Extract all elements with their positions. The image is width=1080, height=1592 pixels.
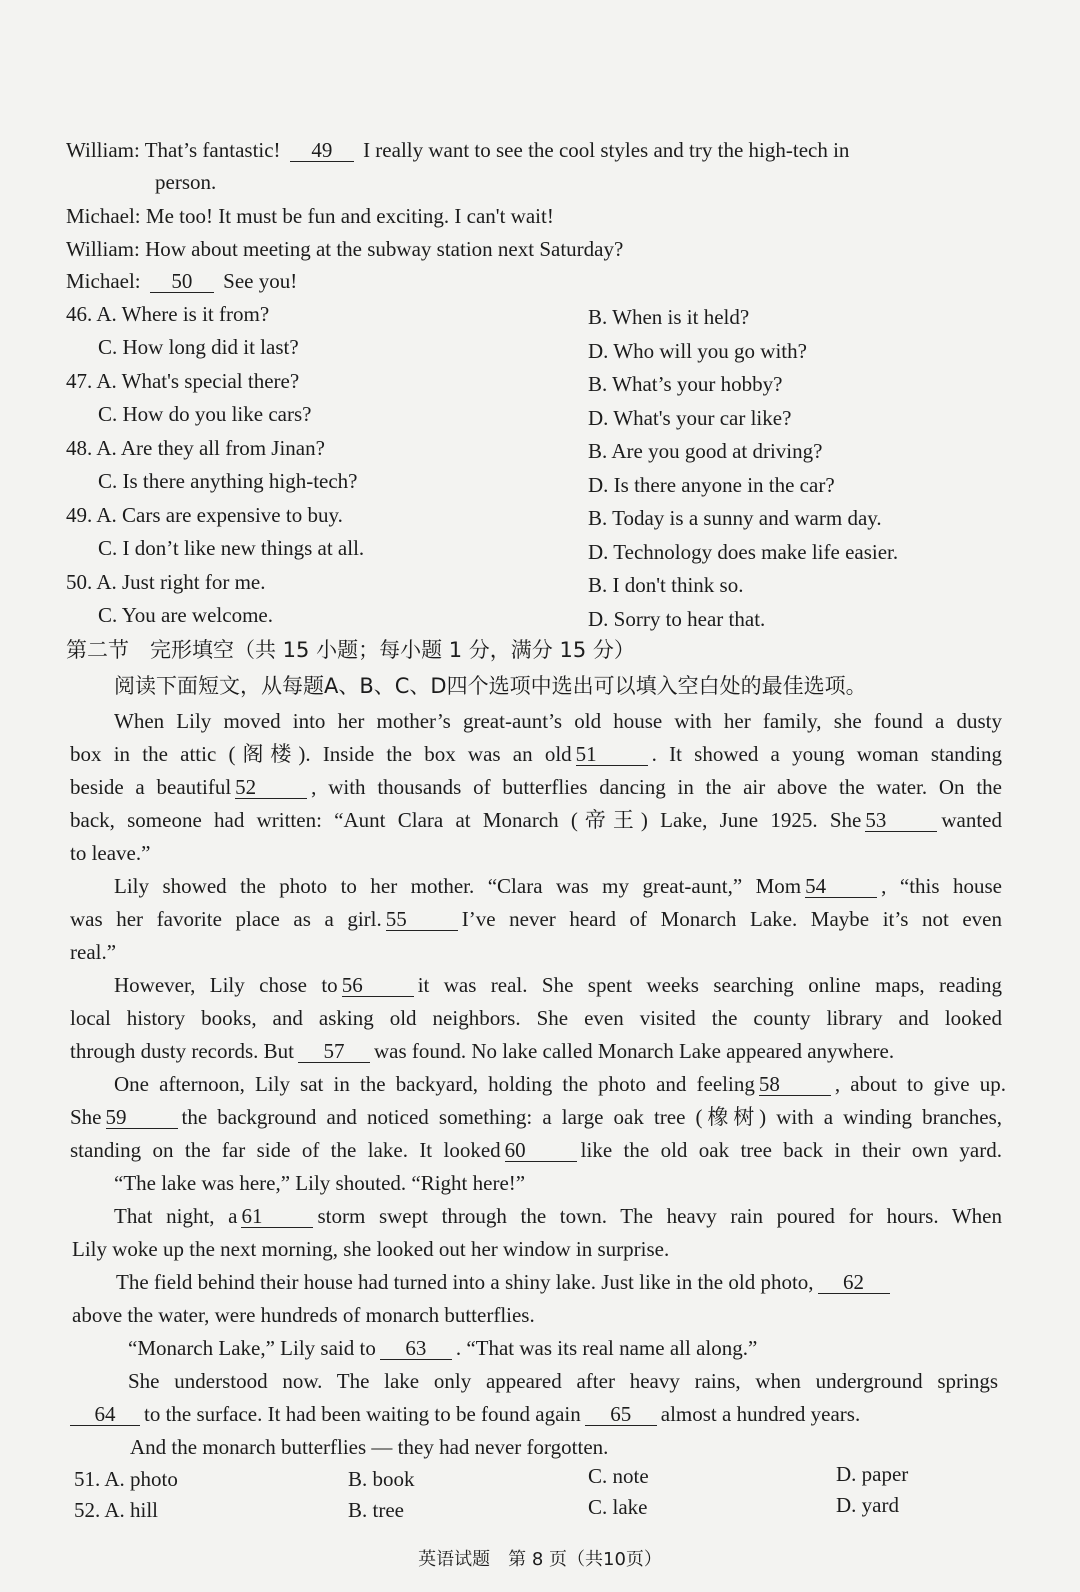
dialogue-line-1 (66, 136, 849, 164)
speaker: William: (66, 138, 140, 162)
speaker: Michael: (66, 269, 141, 293)
question-47-c: C. How do you like cars? (98, 402, 312, 426)
question-49-a: 49. A. Cars are expensive to buy. (66, 503, 343, 527)
question-50-a: 50. A. Just right for me. (66, 570, 266, 594)
question-48-d: D. Is there anyone in the car? (588, 473, 835, 497)
blank-56: 56 (342, 974, 414, 997)
question-47-b: B. What’s your hobby? (588, 372, 783, 396)
dialogue-line-4 (66, 267, 297, 295)
dialogue-line-2 (66, 202, 554, 230)
dialogue-text: See you! (223, 269, 298, 293)
blank-60: 60 (505, 1139, 577, 1162)
question-46-d: D. Who will you go with? (588, 339, 807, 363)
passage-line: through dusty records. But 57 was found. No lake called Monarch Lake appeared anywhere. (70, 1039, 895, 1063)
question-48-b: B. Are you good at driving? (588, 439, 823, 463)
passage-line: When Lily moved into her mother’s great-aunt’s old house with her family, she found a dusty (114, 709, 1002, 733)
question-48-c: C. Is there anything high-tech? (98, 469, 358, 493)
question-46-c: C. How long did it last? (98, 335, 299, 359)
blank-51: 51 (576, 743, 648, 766)
passage-line: standing on the far side of the lake. It looked 60 like the old oak tree back in their own yard. (70, 1138, 1002, 1162)
blank-52: 52 (235, 776, 307, 799)
question-47-a: 47. A. What's special there? (66, 369, 300, 393)
passage-line: real.” (70, 940, 117, 964)
passage-line: was her favorite place as a girl. 55 I’ve never heard of Monarch Lake. Maybe it’s not even (70, 907, 1002, 931)
dialogue-text: That’s fantastic! (144, 138, 281, 162)
passage-line: And the monarch butterflies — they had never forgotten. (130, 1435, 609, 1459)
question-47-d: D. What's your car like? (588, 406, 792, 430)
question-48-a: 48. A. Are they all from Jinan? (66, 436, 325, 460)
passage-line: One afternoon, Lily sat in the backyard, holding the photo and feeling 58 , about to give up. (114, 1072, 1006, 1096)
blank-57: 57 (298, 1040, 370, 1063)
passage-line: to leave.” (70, 841, 151, 865)
passage-line: “Monarch Lake,” Lily said to 63 . “That was its real name all along.” (128, 1336, 758, 1360)
passage-line: The field behind their house had turned into a shiny lake. Just like in the old photo, 62 (116, 1268, 894, 1296)
speaker: William: (66, 237, 140, 261)
passage-line: 64 to the surface. It had been waiting to be found again 65 almost a hundred years. (70, 1400, 860, 1428)
dialogue-text: Me too! It must be fun and exciting. I can't wait! (145, 204, 554, 228)
passage-line: box in the attic (阁楼). Inside the box was an old 51 . It showed a young woman standing (70, 742, 1002, 766)
question-46-b: B. When is it held? (588, 305, 750, 329)
passage-line: above the water, were hundreds of monarch butterflies. (72, 1303, 535, 1327)
question-49-d: D. Technology does make life easier. (588, 540, 899, 564)
passage-line: back, someone had written: “Aunt Clara at Monarch (帝王) Lake, June 1925. She 53 wanted (70, 808, 1002, 832)
question-51-a: 51. A. photo (74, 1467, 178, 1491)
question-52-a: 52. A. hill (74, 1498, 159, 1522)
question-50-d: D. Sorry to hear that. (588, 607, 766, 631)
blank-49: 49 (290, 139, 354, 162)
passage-line: She understood now. The lake only appeared after heavy rains, when underground springs (128, 1369, 998, 1393)
blank-63: 63 (380, 1337, 452, 1360)
passage-line: “The lake was here,” Lily shouted. “Right here!” (114, 1171, 526, 1195)
passage-line: That night, a 61 storm swept through the town. The heavy rain poured for hours. When (114, 1204, 1002, 1228)
blank-58: 58 (759, 1073, 831, 1096)
question-50-b: B. I don't think so. (588, 573, 744, 597)
dialogue-text: I really want to see the cool styles and try the high-tech in (363, 138, 850, 162)
blank-54: 54 (805, 875, 877, 898)
blank-50: 50 (150, 270, 214, 293)
passage-line: She 59 the background and noticed something: a large oak tree (橡树) with a winding branches, (70, 1105, 1002, 1129)
passage-line: local history books, and asking old neighbors. She even visited the county library and looked (70, 1006, 1002, 1030)
passage-line: beside a beautiful 52 , with thousands of butterflies dancing in the air above the water. On the (70, 775, 1002, 799)
question-50-c: C. You are welcome. (98, 603, 273, 627)
blank-55: 55 (386, 908, 458, 931)
question-49-c: C. I don’t like new things at all. (98, 536, 365, 560)
dialogue-text: How about meeting at the subway station next Saturday? (145, 237, 624, 261)
dialogue-line-3 (66, 235, 623, 263)
question-46-a: 46. A. Where is it from? (66, 302, 270, 326)
blank-59: 59 (106, 1106, 178, 1129)
section-instruction: 阅读下面短文，从每题A、B、C、D四个选项中选出可以填入空白处的最佳选项。 (114, 674, 867, 698)
question-52-b: B. tree (348, 1498, 404, 1522)
blank-61: 61 (241, 1205, 313, 1228)
dialogue-line-1-cont: person. (155, 170, 217, 194)
passage-line: Lily woke up the next morning, she looked out her window in surprise. (72, 1237, 670, 1261)
question-51-d: D. paper (836, 1462, 909, 1486)
question-52-d: D. yard (836, 1493, 899, 1517)
question-49-b: B. Today is a sunny and warm day. (588, 506, 882, 530)
blank-62: 62 (818, 1271, 890, 1294)
question-51-b: B. book (348, 1467, 415, 1491)
blank-53: 53 (865, 809, 937, 832)
speaker: Michael: (66, 204, 141, 228)
page-footer: 英语试题 第 8 页（共10页） (418, 1549, 662, 1570)
passage-line: Lily showed the photo to her mother. “Clara was my great-aunt,” Mom 54 , “this house (114, 874, 1003, 898)
blank-65: 65 (585, 1403, 657, 1426)
blank-64: 64 (70, 1403, 140, 1426)
section-title: 第二节 完形填空（共 15 小题；每小题 1 分，满分 15 分） (66, 638, 635, 662)
passage-line: However, Lily chose to 56 it was real. She spent weeks searching online maps, reading (114, 973, 1002, 997)
question-51-c: C. note (588, 1464, 649, 1488)
question-52-c: C. lake (588, 1495, 648, 1519)
